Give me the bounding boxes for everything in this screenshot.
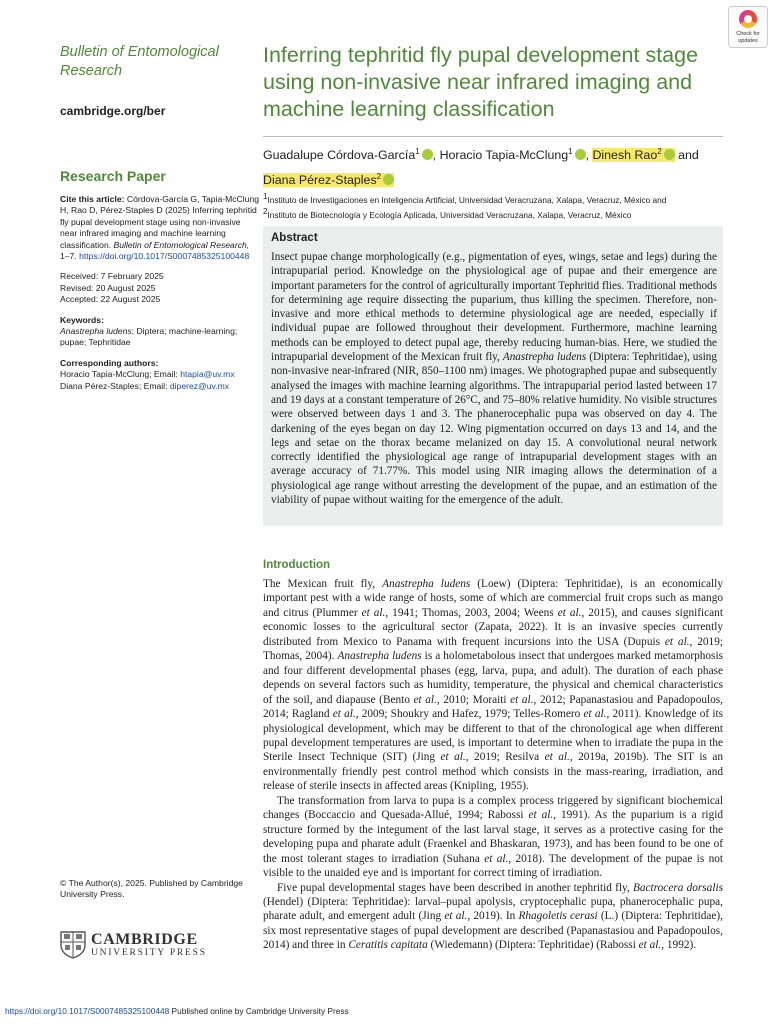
paragraph: The transformation from larva to pupa is a complex process triggered by significant biochemical changes (Boccaccio and Quesada-Allué, 1994; Rabossi et al., 1991). As the puparium is a rigid structure formed by the integument of the last larval stage, it serves as a protective casing for the developing pupa and pharate adult (Fraenkel and Bhaskaran, 1973), and has been found to be one of the most tolerant stages to irradiation (Suhana et al., 2018). The development of the pupae is not visible to the unaided eye and is important for correct timing of irradiation. (263, 794, 724, 880)
cite-journal: Bulletin of Entomological Research, (113, 239, 250, 250)
footer-text: Published online by Cambridge University Press (169, 1006, 349, 1016)
cite-text: Córdova-García G, Tapia-McClung H, Rao D, Pérez-Staples D (2025) Inferring tephritid fly pupal development stage using non-invasive near infrared imaging and machine learning classification. (60, 194, 260, 250)
cambridge-shield-icon (60, 931, 86, 959)
journal-name: Bulletin of Entomological Research (60, 44, 219, 79)
article-title: Inferring tephritid fly pupal development stage using non-invasive near infrared imaging and machine learning classification (263, 43, 699, 121)
orcid-icon[interactable] (575, 149, 586, 160)
abstract-heading: Abstract (271, 232, 318, 244)
cite-block (60, 194, 260, 262)
check-updates-line2: updates (738, 38, 758, 44)
cite-pages: 1–7. (60, 251, 77, 262)
keywords-label: Keywords: (60, 314, 104, 325)
check-for-updates-badge[interactable] (728, 6, 768, 48)
email-link-diperez[interactable]: diperez@uv.mx (169, 380, 230, 391)
article-info-sidebar (60, 194, 260, 392)
orcid-icon[interactable] (383, 174, 394, 185)
author-name: Dinesh Rao$^2$ (592, 148, 674, 162)
affiliations (263, 191, 723, 221)
footer-doi-link[interactable]: https://doi.org/10.1017/S0007485325100448 (5, 1006, 170, 1016)
article-type: Research Paper (60, 168, 166, 184)
paragraph: The Mexican fruit fly, Anastrepha ludens (Loew) (Diptera: Tephritidae), is an economically important pest with a wide range of hosts, some of which are commercial fruit crops such as mango and citrus (Plummer et al., 1941; Thomas, 2003, 2004; Weens et al., 2015), and causes significant economic losses to the agricultural sector (Zapata, 2022). It is an invasive species currently distributed from Mexico to Panama with frequent incursions into the USA (Dupuis et al., 2019; Thomas, 2004). Anastrepha ludens is a holometabolous insect that undergoes marked metamorphosis and four different developmental phases (egg, larva, pupa, and adult). The duration of each phase depends on several factors such as humidity, temperature, the physical and chemical characteristics of the soil, and diapause (Bento et al., 2010; Moraiti et al., 2012; Papanastasiou and Papadopoulos, 2014; Ragland et al., 2009; Shoukry and Hafez, 1979; Telles-Romero et al., 2011). Knowledge of its physiological development, which may be different to that of the chronological age when different pupal development temperatures are used, is important to determine when to irradiate the pupa in the Sterile Insect Technique (SIT) (Jing et al., 2019; Resilva et al., 2019a, 2019b). The SIT is an environmentally friendly pest control method which consists in the mass-rearing, irradiation, and release of sterile insects in affected areas (Knipling, 1955). (263, 578, 724, 793)
corresponding-author-2: Diana Pérez-Staples; Email: (60, 380, 168, 391)
introduction-body (263, 577, 723, 953)
corresponding-author-1: Horacio Tapia-McClung; Email: (60, 369, 178, 380)
check-updates-line1: Check for (736, 31, 760, 37)
corresponding-label: Corresponding authors: (60, 357, 159, 368)
publisher-name: CAMBRIDGE (91, 931, 198, 948)
cite-doi-link[interactable]: https://doi.org/10.1017/S0007485325100448 (79, 251, 250, 262)
journal-url[interactable]: cambridge.org/ber (60, 104, 166, 118)
keywords-rest: ; Diptera; machine-learning; pupae; Tephritidae (60, 326, 238, 348)
title-divider (263, 136, 723, 137)
publisher-subtitle: UNIVERSITY PRESS (91, 948, 207, 958)
affiliation-1: $^1$Instituto de Investigaciones en Inteligencia Artificial, Universidad Veracruzana, Xalapa, Veracruz, México and (263, 192, 667, 205)
page-footer (5, 1006, 349, 1016)
keyword-species: Anastrepha ludens (60, 326, 132, 337)
revised-date: Revised: 20 August 2025 (60, 282, 156, 293)
paragraph: Five pupal developmental stages have been described in another tephritid fly, Bactrocera dorsalis (Hendel) (Diptera: Tephritidae): larval–pupal apolysis, cryptocephalic pupa, phanerocephalic pupa, pharate adult, and emergent adult (Jing et al., 2019). In Rhagoletis cerasi (L.) (Diptera: Tephritidae), six most representative stages of pupal development are described (Papanastasiou and Papadopoulos, 2014) and three in Ceratitis capitata (Wiedemann) (Diptera: Tephritidae) (Rabossi et al., 1992). (263, 881, 724, 952)
author-list: Guadalupe Córdova-García$^1$ , Horacio Tapia-McClung$^1$ , Dinesh Rao$^2$ and Diana Pérez-Staples$^2$ (263, 147, 699, 188)
received-date: Received: 7 February 2025 (60, 271, 164, 282)
abstract-text: Insect pupae change morphologically (e.g., pigmentation of eyes, wings, setae and legs) during the intrapuparial period. Knowledge on the physiological age of pupae and their emergence are important parameters for the control of agriculturally important Tephritid flies. Traditional methods for determining age require dissecting the puparium, thus killing the specimen. Therefore, non-invasive and more ethical methods to determine physiological age are needed, especially if individual pupae are followed throughout their development. Furthermore, machine learning methods can be employed to detect pupal age, thereby reducing human-bias. Here, we studied the intrapuparial development of the Mexican fruit fly, Anastrepha ludens (Diptera: Tephritidae), using non-invasive near-infrared (NIR, 850–1100 nm) images. We photographed pupae and subsequently analysed the images with machine learning algorithms. The intrapuparial period lasted between 17 and 19 days at a constant temperature of 26°C, and 75–80% relative humidity. No visible structures were observed between days 1 and 3. The phanerocephalic pupa was observed on day 4. The darkening of the eyes began on day 12. Wing pigmentation occurred on days 13 and 14, and the legs and setae on the thorax became melanized on day 15. A convolutional neural network correctly identified the physiological age range of intrapuparial development stages with an average accuracy of 71.77%. This model using NIR imaging allows the determination of a physiological age range without arresting the development of the pupae, and an estimation of the viability of pupae without waiting for the emergence of the adult. (271, 251, 717, 507)
crossmark-icon (739, 10, 757, 28)
orcid-icon[interactable] (664, 149, 675, 160)
author-name: Guadalupe Córdova-García$^1$ (263, 148, 433, 162)
author-name: Diana Pérez-Staples$^2$ (263, 173, 394, 187)
accepted-date: Accepted: 22 August 2025 (60, 294, 161, 305)
introduction-heading: Introduction (263, 559, 331, 571)
cite-label: Cite this article: (60, 194, 125, 204)
email-link-htapia[interactable]: htapia@uv.mx (180, 369, 235, 380)
copyright-notice: © The Author(s), 2025. Published by Cambridge University Press. (60, 878, 243, 900)
affiliation-2: $^2$Instituto de Biotecnología y Ecología Aplicada, Universidad Veracruzana, Xalapa, Veracruz, México (263, 206, 632, 220)
keywords-list (60, 326, 260, 349)
orcid-icon[interactable] (422, 149, 433, 160)
author-name: Horacio Tapia-McClung$^1$ (440, 148, 586, 162)
